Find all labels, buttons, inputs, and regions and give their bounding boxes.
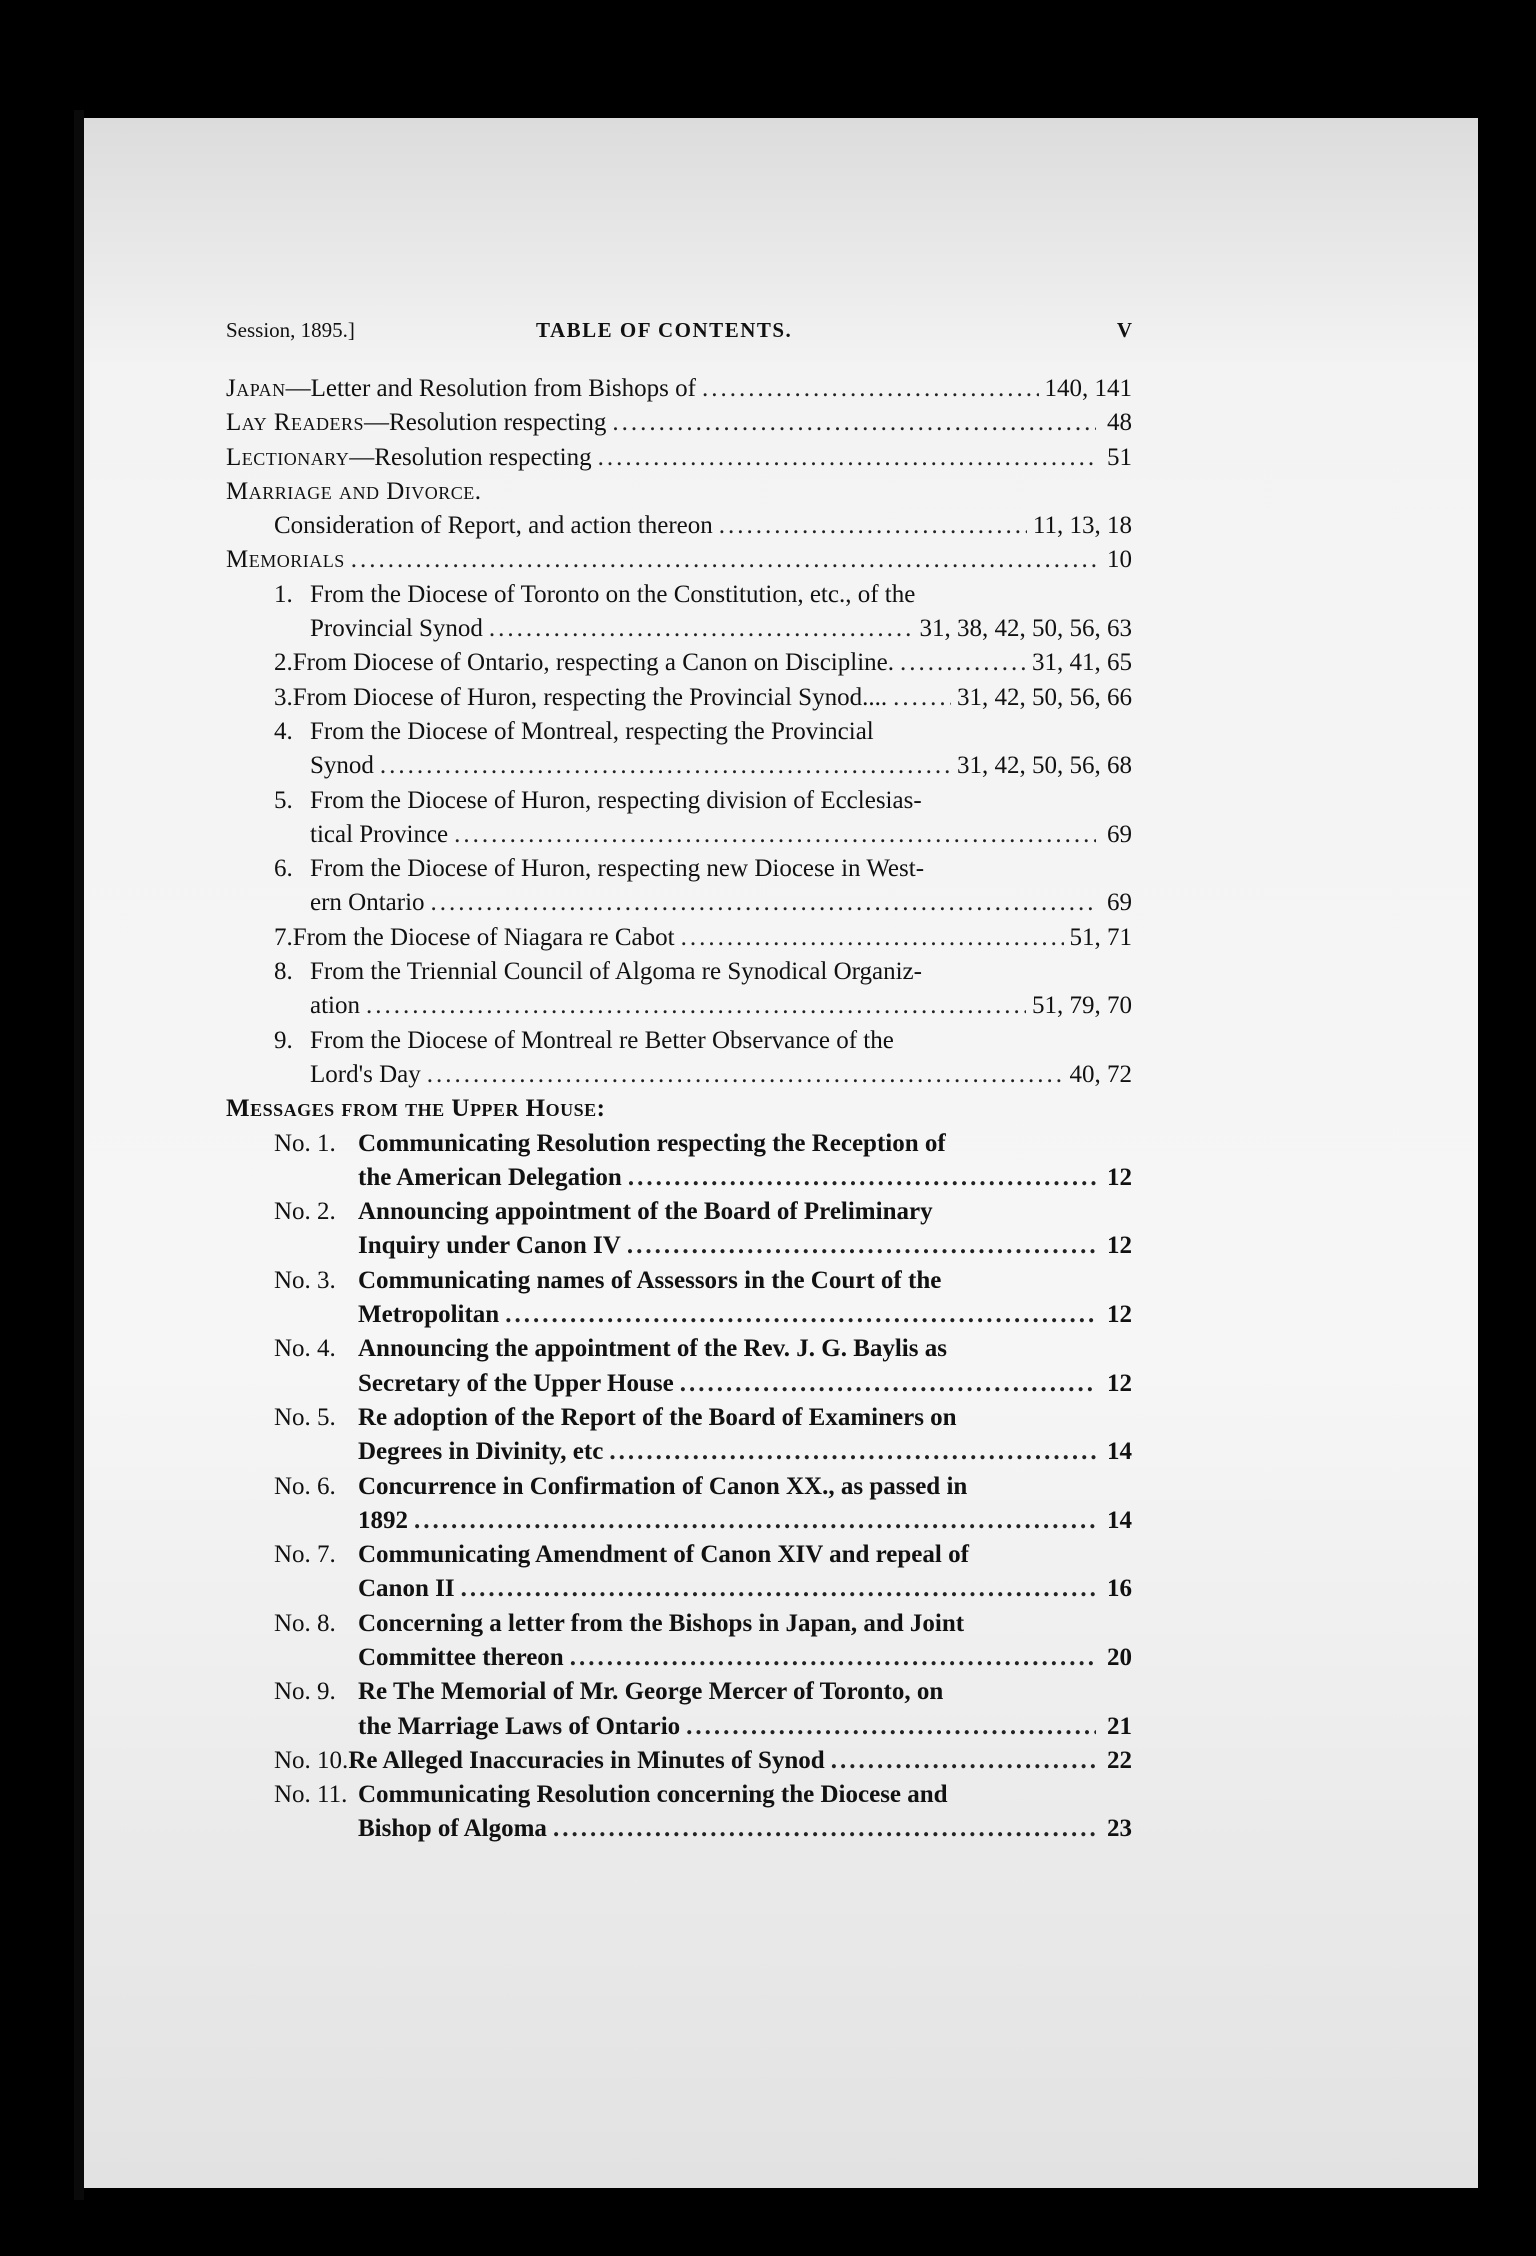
item-pages: 12 <box>1107 1163 1132 1191</box>
item-number: No. 2. <box>274 1198 336 1226</box>
item-text: Communicating names of Assessors in the Court of the <box>358 1266 942 1294</box>
item-number: No. 9. <box>274 1678 336 1706</box>
entry-text: —Resolution respecting <box>349 443 592 471</box>
entry-text: —Letter and Resolution from Bishops of <box>285 375 696 402</box>
item-pages: 69 <box>1107 820 1132 848</box>
toc-entry-japan <box>226 372 1132 406</box>
entry-heading: Lectionary <box>226 443 350 471</box>
item-pages: 12 <box>1107 1301 1132 1329</box>
entry-heading: Memorials <box>226 546 345 574</box>
toc-list-item <box>226 1538 1132 1607</box>
toc-list-item <box>226 1778 1132 1847</box>
leader-dots <box>454 818 1096 852</box>
entry-pages: 10 <box>1107 546 1132 574</box>
item-text-cont: Lord's Day <box>310 1060 421 1088</box>
item-number: No. 1. <box>274 1129 336 1157</box>
item-pages: 14 <box>1107 1438 1132 1466</box>
item-text: Concurrence in Confirmation of Canon XX., as passed in <box>358 1472 968 1500</box>
item-text: From Diocese of Ontario, respecting a Canon on Discipline. <box>292 649 894 677</box>
item-number: 6. <box>274 855 293 883</box>
item-text: Re Alleged Inaccuracies in Minutes of Synod <box>348 1746 825 1774</box>
item-text-cont: the Marriage Laws of Ontario <box>358 1712 681 1740</box>
item-text: From the Diocese of Montreal re Better Observance of the <box>310 1026 894 1054</box>
toc-list-item <box>226 1264 1132 1333</box>
item-number: 5. <box>274 786 293 814</box>
header-session: Session, 1895.] <box>226 318 355 342</box>
toc-list-item <box>226 852 1132 921</box>
toc-entry-lectionary <box>226 441 1132 475</box>
item-number: 4. <box>274 717 293 745</box>
toc-entry-marriage <box>226 475 1132 509</box>
item-number: 3. <box>274 683 293 711</box>
scan-border-top <box>0 0 1536 112</box>
item-text: Announcing the appointment of the Rev. J. G. Baylis as <box>358 1335 947 1363</box>
item-text: From the Triennial Council of Algoma re Synodical Organiz- <box>310 958 922 986</box>
messages-list <box>226 1127 1132 1847</box>
item-text: From the Diocese of Huron, respecting division of Ecclesias- <box>310 786 922 814</box>
toc-list-item <box>226 784 1132 853</box>
item-text: From the Diocese of Huron, respecting new Diocese in West- <box>310 855 925 883</box>
item-text: Communicating Amendment of Canon XIV and repeal of <box>358 1541 969 1569</box>
item-pages: 51, 79, 70 <box>1032 992 1132 1020</box>
entry-pages: 140, 141 <box>1044 375 1132 402</box>
entry-heading: Lay Readers <box>226 409 365 437</box>
item-text-cont: the American Delegation <box>358 1163 622 1191</box>
item-number: 8. <box>274 958 293 986</box>
leader-dots <box>570 1641 1096 1675</box>
leader-dots <box>598 441 1096 475</box>
entry-heading: Japan <box>226 375 286 402</box>
item-text: From the Diocese of Niagara re Cabot <box>292 923 675 951</box>
entry-text: Consideration of Report, and action thereon <box>274 512 713 540</box>
leader-dots <box>627 1229 1096 1263</box>
item-text: Re adoption of the Report of the Board of Examiners on <box>358 1403 957 1431</box>
leader-dots <box>461 1572 1096 1606</box>
item-pages: 16 <box>1107 1575 1132 1603</box>
item-text-cont: tical Province <box>310 820 449 848</box>
item-number: No. 4. <box>274 1335 336 1363</box>
entry-text: —Resolution respecting <box>364 409 607 437</box>
leader-dots <box>351 543 1096 577</box>
item-text-cont: Committee thereon <box>358 1643 564 1671</box>
entry-pages: 11, 13, 18 <box>1032 512 1132 540</box>
toc-subentry-marriage <box>226 509 1132 543</box>
item-number: 7. <box>274 923 293 951</box>
entry-pages: 48 <box>1107 409 1132 437</box>
header-title: TABLE OF CONTENTS. <box>536 318 793 342</box>
item-pages: 69 <box>1107 889 1132 917</box>
header-page-number: V <box>1116 318 1132 342</box>
item-pages: 21 <box>1107 1712 1132 1740</box>
item-text: From the Diocese of Montreal, respecting the Provincial <box>310 717 874 745</box>
item-text-cont: Secretary of the Upper House <box>358 1369 674 1397</box>
item-pages: 12 <box>1107 1232 1132 1260</box>
item-text-cont: Inquiry under Canon IV <box>358 1232 621 1260</box>
entry-heading: Marriage and Divorce. <box>226 477 482 505</box>
item-text-cont: Synod <box>310 752 374 780</box>
toc-list-item <box>226 1401 1132 1470</box>
item-text-cont: Provincial Synod <box>310 615 483 643</box>
item-pages: 23 <box>1107 1815 1132 1843</box>
item-number: 2. <box>274 649 293 677</box>
toc-list-item <box>226 1195 1132 1264</box>
leader-dots <box>609 1435 1096 1469</box>
leader-dots <box>702 372 1039 406</box>
item-pages: 31, 38, 42, 50, 56, 63 <box>919 615 1132 643</box>
item-text-cont: ation <box>310 992 360 1020</box>
toc-list-item <box>226 955 1132 1024</box>
entry-heading: Messages from the Upper House: <box>226 1095 606 1123</box>
item-number: No. 8. <box>274 1609 336 1637</box>
item-pages: 22 <box>1107 1746 1132 1774</box>
leader-dots <box>553 1812 1096 1846</box>
toc-list-item <box>226 1024 1132 1093</box>
leader-dots <box>681 921 1064 955</box>
item-pages: 14 <box>1107 1506 1132 1534</box>
toc-list-item <box>226 921 1132 955</box>
toc-list-item <box>226 715 1132 784</box>
item-text: From Diocese of Huron, respecting the Provincial Synod.... <box>292 683 888 711</box>
leader-dots <box>831 1744 1096 1778</box>
item-text: Announcing appointment of the Board of Preliminary <box>358 1198 933 1226</box>
item-number: No. 11. <box>274 1781 348 1809</box>
toc-list-item <box>226 1332 1132 1401</box>
item-text-cont: Bishop of Algoma <box>358 1815 547 1843</box>
leader-dots <box>900 646 1026 680</box>
item-pages: 51, 71 <box>1069 923 1132 951</box>
leader-dots <box>427 1058 1064 1092</box>
toc-list-item <box>226 681 1132 715</box>
item-pages: 12 <box>1107 1369 1132 1397</box>
toc-entry-messages <box>226 1092 1132 1126</box>
leader-dots <box>686 1710 1096 1744</box>
item-pages: 31, 42, 50, 56, 66 <box>957 683 1132 711</box>
leader-dots <box>628 1161 1096 1195</box>
toc-list-item <box>226 1675 1132 1744</box>
item-text: Concerning a letter from the Bishops in Japan, and Joint <box>358 1609 965 1637</box>
item-text-cont: 1892 <box>358 1506 408 1534</box>
running-header <box>226 318 1132 348</box>
toc-list-item <box>226 1127 1132 1196</box>
leader-dots <box>380 749 951 783</box>
toc-list-item <box>226 578 1132 647</box>
toc-entry-lay-readers <box>226 406 1132 440</box>
leader-dots <box>612 406 1096 440</box>
item-text: Communicating Resolution concerning the Diocese and <box>358 1781 948 1809</box>
leader-dots <box>366 989 1026 1023</box>
toc-list-item <box>226 1744 1132 1778</box>
toc-list-item <box>226 1470 1132 1539</box>
item-number: No. 6. <box>274 1472 336 1500</box>
memorials-list <box>226 578 1132 1092</box>
item-number: No. 7. <box>274 1541 336 1569</box>
leader-dots <box>505 1298 1096 1332</box>
item-pages: 31, 41, 65 <box>1032 649 1132 677</box>
item-pages: 40, 72 <box>1069 1060 1132 1088</box>
item-number: No. 3. <box>274 1266 336 1294</box>
item-number: No. 10. <box>274 1746 349 1774</box>
item-pages: 20 <box>1107 1643 1132 1671</box>
item-number: 9. <box>274 1026 293 1054</box>
item-text: Re The Memorial of Mr. George Mercer of Toronto, on <box>358 1678 944 1706</box>
item-pages: 31, 42, 50, 56, 68 <box>957 752 1132 780</box>
leader-dots <box>414 1504 1096 1538</box>
binding-gutter <box>74 110 84 2200</box>
item-text-cont: Canon II <box>358 1575 455 1603</box>
toc-list-item <box>226 646 1132 680</box>
item-text: Communicating Resolution respecting the Reception of <box>358 1129 946 1157</box>
item-number: No. 5. <box>274 1403 336 1431</box>
leader-dots <box>893 681 951 715</box>
toc-list-item <box>226 1607 1132 1676</box>
item-text-cont: Metropolitan <box>358 1301 500 1329</box>
entry-pages: 51 <box>1107 443 1132 471</box>
item-number: 1. <box>274 580 293 608</box>
leader-dots <box>680 1367 1096 1401</box>
item-text-cont: ern Ontario <box>310 889 425 917</box>
toc-entry-memorials <box>226 543 1132 577</box>
item-text-cont: Degrees in Divinity, etc <box>358 1438 604 1466</box>
leader-dots <box>431 886 1096 920</box>
leader-dots <box>719 509 1027 543</box>
leader-dots <box>489 612 914 646</box>
table-of-contents <box>226 372 1132 1847</box>
item-text: From the Diocese of Toronto on the Constitution, etc., of the <box>310 580 916 608</box>
